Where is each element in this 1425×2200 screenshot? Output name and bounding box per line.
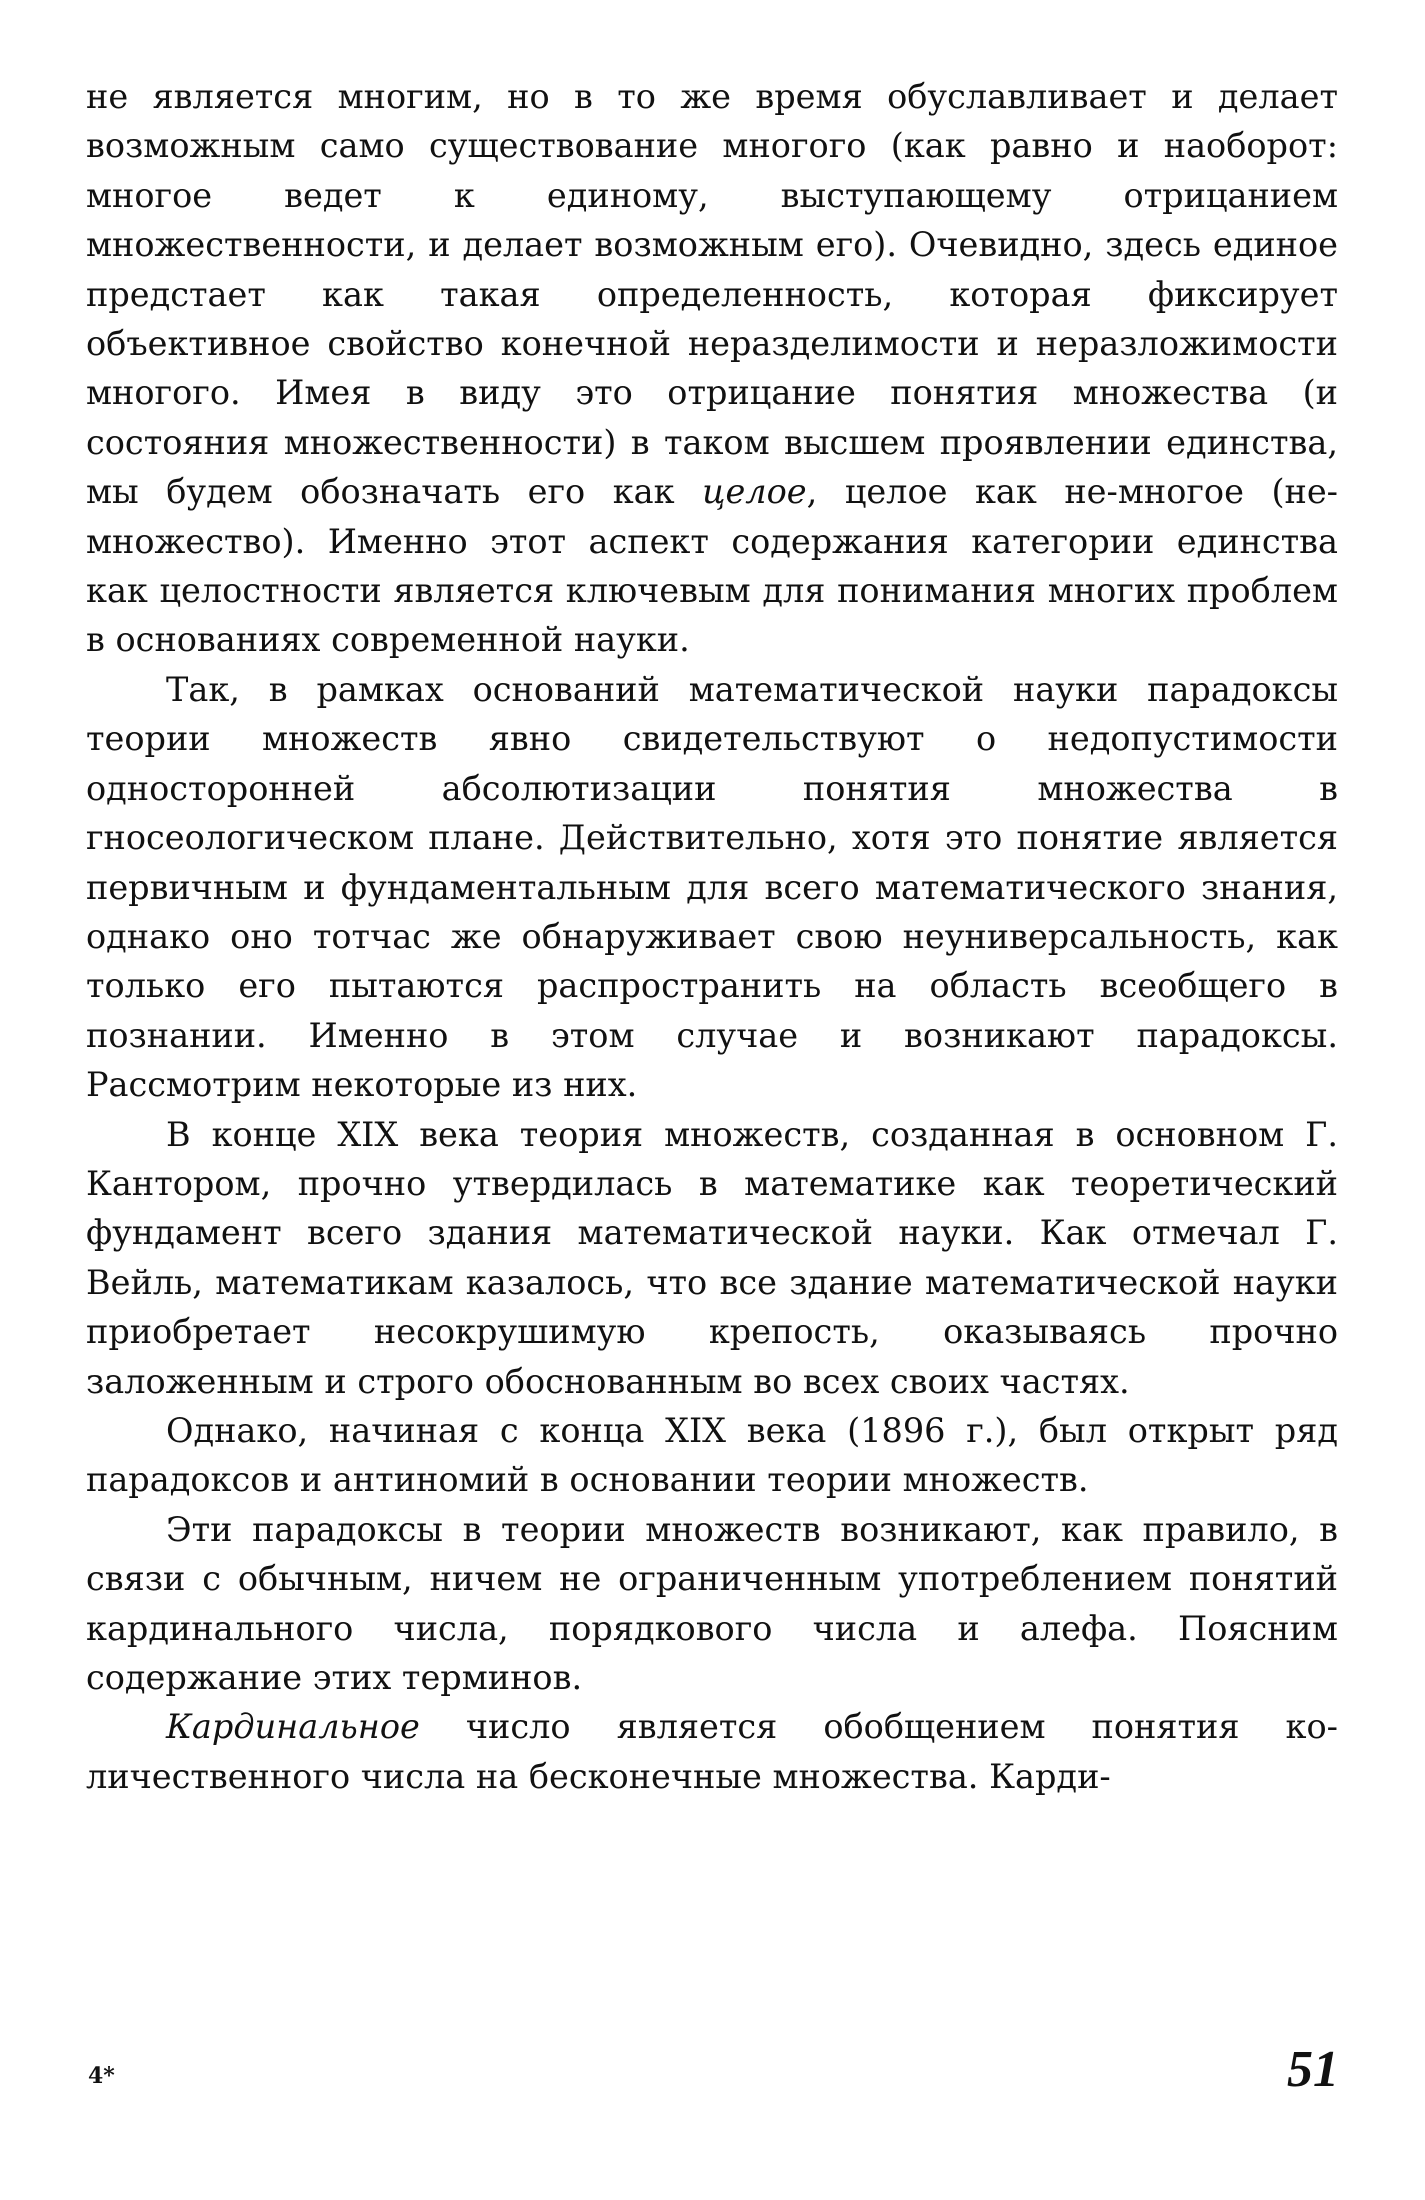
page-number: 51: [1287, 2041, 1339, 2098]
paragraph-1-text-a: не является многим, но в то же время обуславливает и делает возможным само существование многого (как равно и наоборот: многое ведет к единому, выступающему отрицанием множественности, и делает возможным его). Очевидно, здесь единое предстает как такая определенность, которая фиксирует объективное свойство конечной неразделимости и неразложимости многого. Имея в виду это отрицание понятия множества (и состояния множественности) в таком высшем проявлении единства, мы будем обозначать его как: [86, 77, 1338, 512]
paragraph-2: [86, 665, 1338, 1110]
paragraph-6: [86, 1702, 1338, 1801]
paragraph-6-italic-term: Кардинальное: [166, 1707, 420, 1747]
paragraph-3-text: В конце XIX века теория множеств, созданная в основном Г. Кантором, прочно утвердилась в математике как теоретический фундамент всего здания математической науки. Как отмечал Г. Вейль, математикам казалось, что все здание математической науки приобретает несокрушимую крепость, оказываясь прочно заложенным и строго обоснованным во всех своих частях.: [86, 1114, 1338, 1401]
paragraph-5-text: Эти парадоксы в теории множеств возникают, как правило, в связи с обычным, ничем не ограниченным употреблением понятий кардинального числа, порядкового числа и алефа. Поясним содержание этих терминов.: [86, 1509, 1338, 1697]
paragraph-1-text-b: , целое как не-многое (не-множество). Именно этот аспект содержания категории единства как целостности является ключевым для понимания многих проблем в основаниях современной науки.: [86, 472, 1338, 660]
paragraph-3: [86, 1110, 1338, 1406]
paragraph-1-italic-term: целое: [702, 472, 807, 512]
printer-signature: 4*: [88, 2063, 115, 2089]
paragraph-2-text: Так, в рамках оснований математической науки парадоксы теории множеств явно свидетельствуют о недопустимости односторонней абсолютизации понятия множества в гносеологическом плане. Действительно, хотя это понятие является первичным и фундаментальным для всего математического знания, однако оно тотчас же обнаруживает свою неуниверсальность, как только его пытаются распространить на область всеобщего в познании. Именно в этом случае и возникают парадоксы. Рассмотрим некоторые из них.: [86, 669, 1338, 1105]
paragraph-6-text: число является обобщением понятия количественного числа на бесконечные множества. Карди-: [86, 1707, 1338, 1796]
page-body: [86, 72, 1338, 1801]
paragraph-4: [86, 1406, 1338, 1505]
paragraph-4-text: Однако, начиная с конца XIX века (1896 г.), был открыт ряд парадоксов и антиномий в основании теории множеств.: [86, 1410, 1338, 1500]
paragraph-1: [86, 72, 1338, 665]
paragraph-5: [86, 1505, 1338, 1703]
